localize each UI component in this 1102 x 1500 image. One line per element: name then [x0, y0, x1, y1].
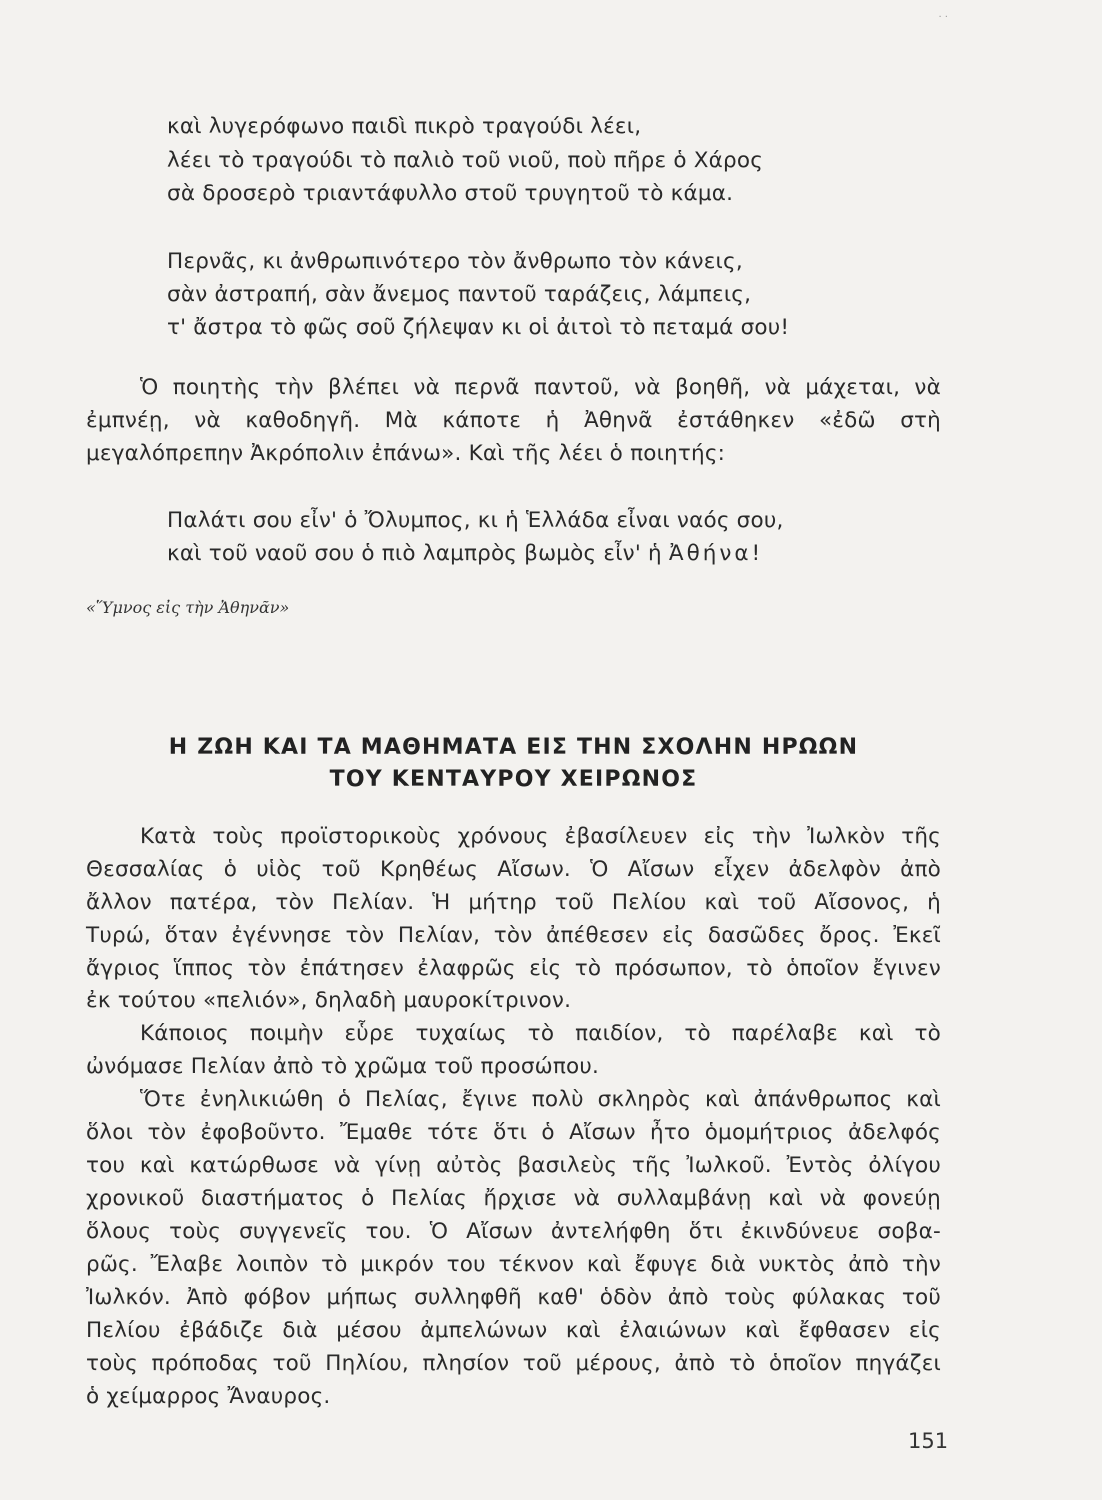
body-line: ὅλους τοὺς συγγενεῖς του. Ὁ Αἴσων ἀντελήφθη ὅτι ἐκινδύνευε σοβα- [86, 1219, 941, 1244]
body-line: Τυρώ, ὅταν ἐγέννησε τὸν Πελίαν, τὸν ἀπέθεσεν εἰς δασῶδες ὄρος. Ἐκεῖ [86, 923, 941, 948]
body-line: ὁ χείμαρρος Ἄναυρος. [86, 1384, 331, 1409]
body-line: χρονικοῦ διαστήματος ὁ Πελίας ἤρχισε νὰ συλλαμβάνῃ καὶ νὰ φονεύῃ [86, 1186, 941, 1211]
body-line: Κάποιος ποιμὴν εὗρε τυχαίως τὸ παιδίον, τὸ παρέλαβε καὶ τὸ [140, 1021, 941, 1046]
paragraph-line: Ὁ ποιητὴς τὴν βλέπει νὰ περνᾶ παντοῦ, νὰ βοηθῆ, νὰ μάχεται, νὰ [140, 375, 941, 400]
poem-source-caption: «Ὕμνος εἰς τὴν Ἀθηνᾶν» [86, 598, 290, 617]
body-line: Κατὰ τοὺς προϊστορικοὺς χρόνους ἐβασίλευεν εἰς τὴν Ἰωλκὸν τῆς [140, 824, 941, 849]
paragraph-line: μεγαλόπρεπην Ἀκρόπολιν ἐπάνω». Καὶ τῆς λέει ὁ ποιητής: [86, 441, 726, 466]
poem-line: Περνᾶς, κι ἀνθρωπινότερο τὸν ἄνθρωπο τὸν κάνεις, [167, 249, 743, 274]
poem-line-spaced-word: Ἀθήνα! [668, 541, 764, 566]
body-line: ὅλοι τὸν ἐφοβοῦντο. Ἔμαθε τότε ὅτι ὁ Αἴσων ἦτο ὁμομήτριος ἀδελφός [86, 1120, 941, 1145]
poem-line-text: καὶ τοῦ ναοῦ σου ὁ πιὸ λαμπρὸς βωμὸς εἶν' ἡ [167, 541, 669, 566]
body-line: του καὶ κατώρθωσε νὰ γίνῃ αὐτὸς βασιλεὺς τῆς Ἰωλκοῦ. Ἐντὸς ὀλίγου [86, 1153, 941, 1178]
body-line: Ὅτε ἐνηλικιώθη ὁ Πελίας, ἔγινε πολὺ σκληρὸς καὶ ἀπάνθρωπος καὶ [140, 1087, 941, 1112]
poem-line: καὶ λυγερόφωνο παιδὶ πικρὸ τραγούδι λέει, [167, 114, 642, 139]
poem-line: σὰν ἀστραπή, σὰν ἄνεμος παντοῦ ταράζεις, λάμπεις, [167, 282, 752, 307]
body-line: ἐκ τούτου «πελιόν», δηλαδὴ μαυροκίτρινον. [86, 988, 572, 1013]
body-line: ὠνόμασε Πελίαν ἀπὸ τὸ χρῶμα τοῦ προσώπου. [86, 1054, 600, 1079]
body-line: Θεσσαλίας ὁ υἱὸς τοῦ Κρηθέως Αἴσων. Ὁ Αἴσων εἶχεν ἀδελφὸν ἀπὸ [86, 857, 941, 882]
poem-line [167, 539, 763, 569]
section-heading-line-2: ΤΟΥ ΚΕΝΤΑΥΡΟΥ ΧΕΙΡΩΝΟΣ [329, 767, 698, 792]
body-line: Ἰωλκόν. Ἀπὸ φόβον μήπως συλληφθῆ καθ' ὁδὸν ἀπὸ τοὺς φύλακας τοῦ [86, 1285, 941, 1310]
poem-line: Παλάτι σου εἶν' ὁ Ὄλυμπος, κι ἡ Ἑλλάδα εἶναι ναός σου, [167, 508, 784, 533]
scan-artifact: · · [938, 12, 948, 23]
poem-line: λέει τὸ τραγούδι τὸ παλιὸ τοῦ νιοῦ, ποὺ πῆρε ὁ Χάρος [167, 148, 764, 173]
poem-line: σὰ δροσερὸ τριαντάφυλλο στοῦ τρυγητοῦ τὸ κάμα. [167, 181, 734, 206]
body-line: ἄλλον πατέρα, τὸν Πελίαν. Ἡ μήτηρ τοῦ Πελίου καὶ τοῦ Αἴσονος, ἡ [86, 890, 941, 915]
body-line: ἄγριος ἵππος τὸν ἐπάτησεν ἐλαφρῶς εἰς τὸ πρόσωπον, τὸ ὁποῖον ἔγινεν [86, 956, 941, 981]
body-line: ρῶς. Ἔλαβε λοιπὸν τὸ μικρόν του τέκνον καὶ ἔφυγε διὰ νυκτὸς ἀπὸ τὴν [86, 1252, 941, 1277]
body-line: Πελίου ἐβάδιζε διὰ μέσου ἀμπελώνων καὶ ἐλαιώνων καὶ ἔφθασεν εἰς [86, 1318, 941, 1343]
paragraph-line: ἐμπνέῃ, νὰ καθοδηγῆ. Μὰ κάποτε ἡ Ἀθηνᾶ ἐστάθηκεν «ἐδῶ στὴ [86, 408, 941, 433]
section-heading-line-1: Η ΖΩΗ ΚΑΙ ΤΑ ΜΑΘΗΜΑΤΑ ΕΙΣ ΤΗΝ ΣΧΟΛΗΝ ΗΡΩΩΝ [168, 735, 859, 760]
poem-line: τ' ἄστρα τὸ φῶς σοῦ ζήλεψαν κι οἱ ἀιτοὶ τὸ πεταμά σου! [167, 315, 790, 340]
body-line: τοὺς πρόποδας τοῦ Πηλίου, πλησίον τοῦ μέρους, ἀπὸ τὸ ὁποῖον πηγάζει [86, 1351, 941, 1376]
page-number: 151 [908, 1429, 949, 1453]
